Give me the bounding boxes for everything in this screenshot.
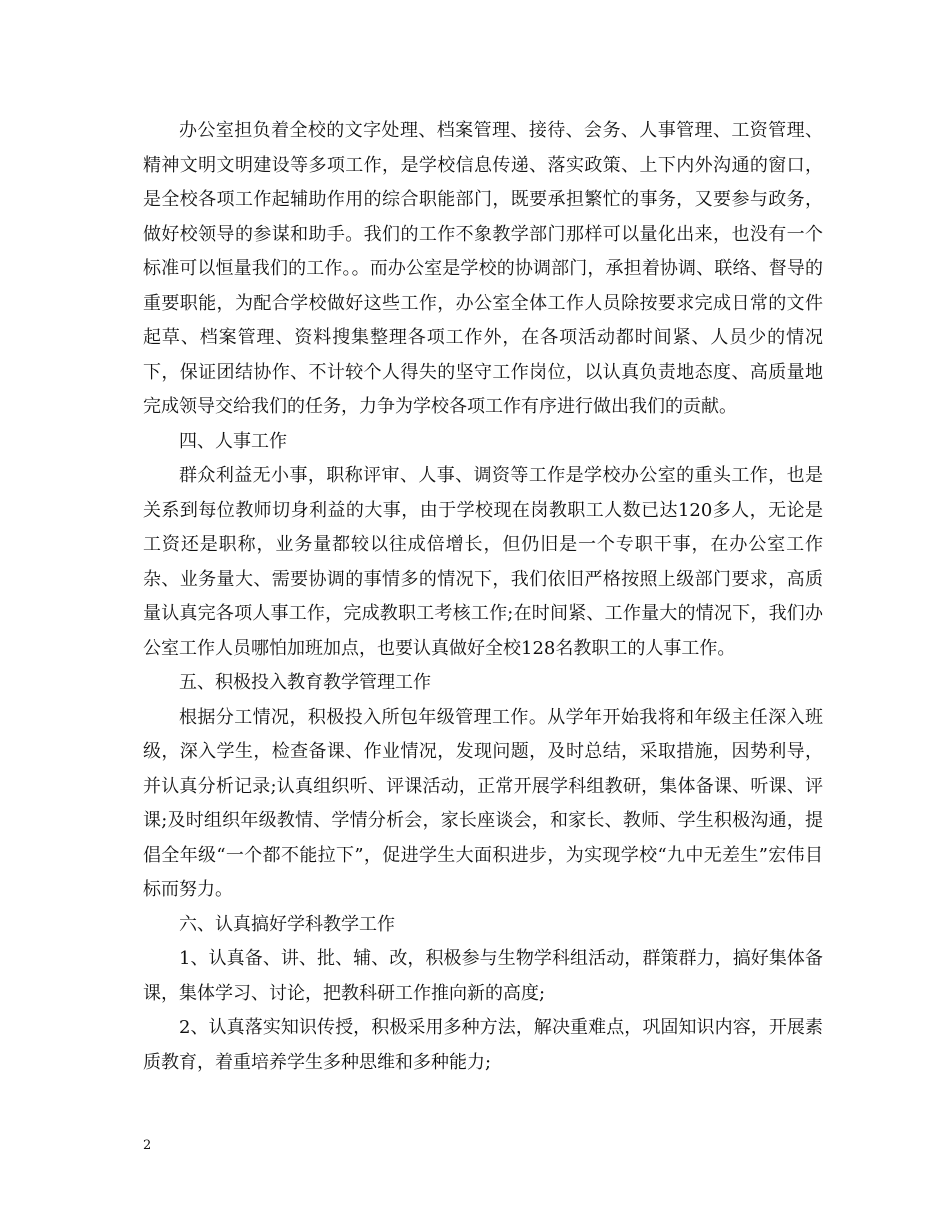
document-body — [143, 114, 823, 1080]
paragraph-office-duties: 办公室担负着全校的文字处理、档案管理、接待、会务、人事管理、工资管理、精神文明文明建设等多项工作，是学校信息传递、落实政策、上下内外沟通的窗口，是全校各项工作起辅助作用的综合职能部门，既要承担繁忙的事务，又要参与政务，做好校领导的参谋和助手。我们的工作不象教学部门那样可以量化出来，也没有一个标准可以恒量我们的工作。。而办公室是学校的协调部门，承担着协调、联络、督导的重要职能，为配合学校做好这些工作，办公室全体工作人员除按要求完成日常的文件起草、档案管理、资料搜集整理各项工作外，在各项活动都时间紧、人员少的情况下，保证团结协作、不计较个人得失的坚守工作岗位，以认真负责地态度、高质量地完成领导交给我们的任务，力争为学校各项工作有序进行做出我们的贡献。 — [143, 120, 823, 417]
paragraph-subject-teaching-1: 1、认真备、讲、批、辅、改，积极参与生物学科组活动，群策群力，搞好集体备课，集体学习、讨论，把教科研工作推向新的高度; — [143, 948, 823, 1004]
page-number: 2 — [143, 1138, 152, 1153]
heading-subject-teaching: 六、认真搞好学科教学工作 — [179, 913, 395, 935]
heading-personnel-work: 四、人事工作 — [179, 430, 287, 452]
paragraph-teaching-management: 根据分工情况，积极投入所包年级管理工作。从学年开始我将和年级主任深入班级，深入学生，检查备课、作业情况，发现问题，及时总结，采取措施，因势利导，并认真分析记录;认真组织听、评课活动，正常开展学科组教研，集体备课、听课、评课;及时组织年级教情、学情分析会，家长座谈会，和家长、教师、学生积极沟通，提倡全年级“一个都不能拉下”，促进学生大面积进步，为实现学校“九中无差生”宏伟目标而努力。 — [143, 706, 823, 900]
paragraph-personnel-work: 群众利益无小事，职称评审、人事、调资等工作是学校办公室的重头工作，也是关系到每位教师切身利益的大事，由于学校现在岗教职工人数已达120多人，无论是工资还是职称，业务量都较以往成倍增长，但仍旧是一个专职干事，在办公室工作杂、业务量大、需要协调的事情多的情况下，我们依旧严格按照上级部门要求，高质量认真完各项人事工作，完成教职工考核工作;在时间紧、工作量大的情况下，我们办公室工作人员哪怕加班加点，也要认真做好全校128名教职工的人事工作。 — [143, 465, 823, 659]
heading-teaching-management: 五、积极投入教育教学管理工作 — [179, 672, 431, 693]
paragraph-subject-teaching-2: 2、认真落实知识传授，积极采用多种方法，解决重难点，巩固知识内容，开展素质教育，着重培养学生多种思维和多种能力; — [143, 1017, 823, 1073]
